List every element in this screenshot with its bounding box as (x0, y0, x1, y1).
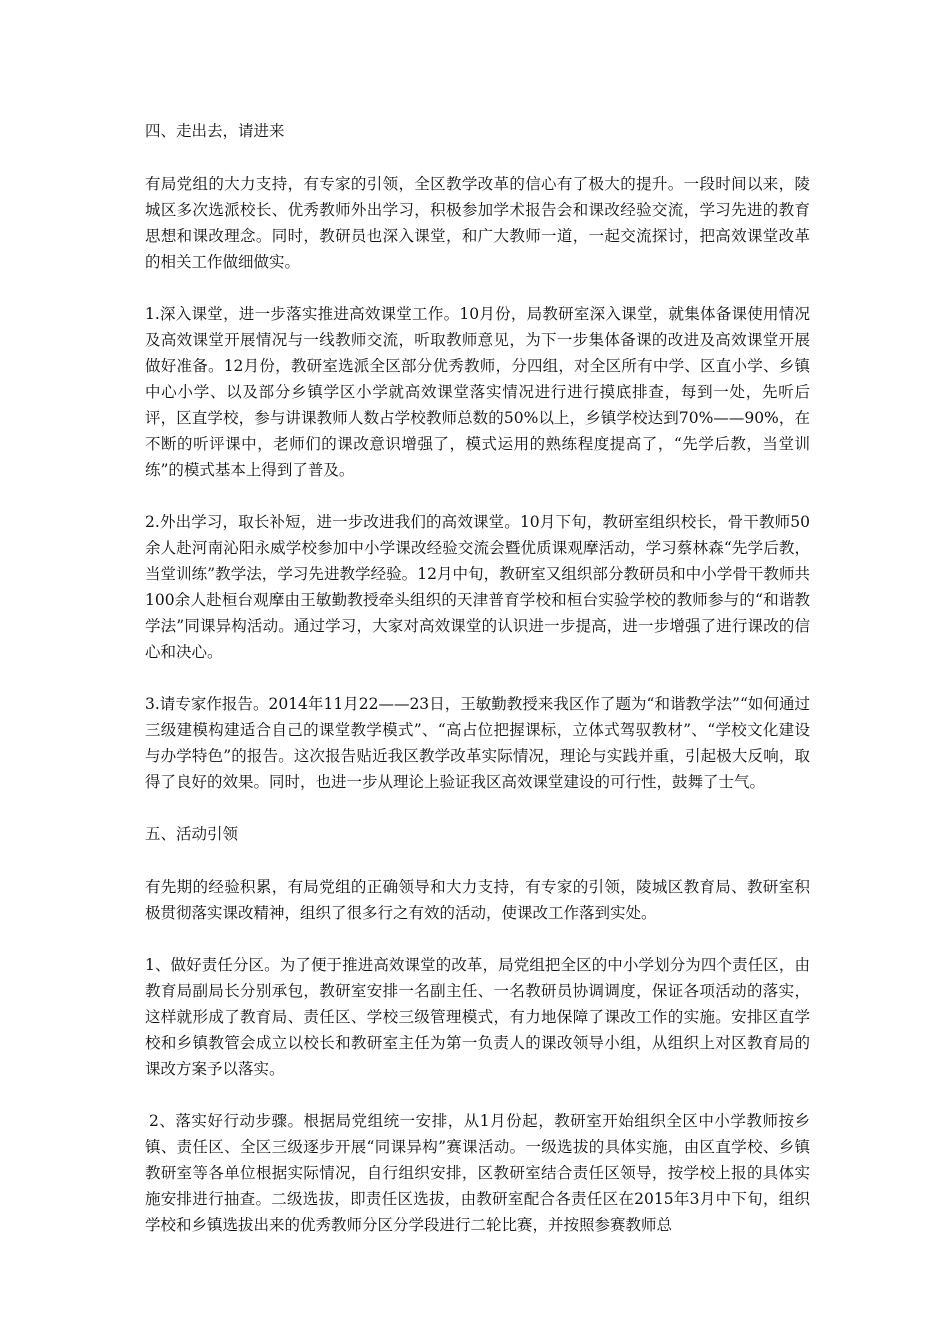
section-heading-go-out-invite-in: 四、走出去，请进来 (145, 122, 285, 140)
document-page (145, 118, 810, 1264)
section4-intro-paragraph: 有局党组的大力支持，有专家的引领，全区教学改革的信心有了极大的提升。一段时间以来，陵城区多次选派校长、优秀教师外出学习，积极参加学术报告会和课改经验交流，学习先进的教育思想和课改理念。同时，教研员也深入课堂，和广大教师一道，一起交流探讨，把高效课堂改革的相关工作做细做实。 (145, 175, 810, 271)
section5-intro-paragraph: 有先期的经验积累，有局党组的正确领导和大力支持，有专家的引领，陵城区教育局、教研室积极贯彻落实课改精神，组织了很多行之有效的活动，使课改工作落到实处。 (145, 878, 810, 922)
section-heading-activity-guidance: 五、活动引领 (145, 825, 239, 843)
section4-item3-paragraph: 3.请专家作报告。2014年11月22——23日，王敏勤教授来我区作了题为“和谐教学法”“如何通过三级建模构建适合自己的课堂教学模式”、“高占位把握课标，立体式驾驭教材”、“学校文化建设与办学特色”的报告。这次报告贴近我区教学改革实际情况，理论与实践并重，引起极大反响，取得了良好的效果。同时，也进一步从理论上验证我区高效课堂建设的可行性，鼓舞了士气。 (145, 695, 810, 791)
section4-item2-paragraph: 2.外出学习，取长补短，进一步改进我们的高效课堂。10月下旬，教研室组织校长，骨干教师50余人赴河南沁阳永威学校参加中小学课改经验交流会暨优质课观摩活动，学习蔡林森“先学后教，当堂训练”教学法，学习先进教学经验。12月中旬，教研室又组织部分教研员和中小学骨干教师共100余人赴桓台观摩由王敏勤教授牵头组织的天津普育学校和桓台实验学校的教师参与的“和谐教学法”同课异构活动。通过学习，大家对高效课堂的认识进一步提高，进一步增强了进行课改的信心和决心。 (145, 513, 810, 661)
section5-item1-paragraph: 1、做好责任分区。为了便于推进高效课堂的改革，局党组把全区的中小学划分为四个责任区，由教育局副局长分别承包，教研室安排一名副主任、一名教研员协调调度，保证各项活动的落实，这样就形成了教育局、责任区、学校三级管理模式，有力地保障了课改工作的实施。安排区直学校和乡镇教管会成立以校长和教研室主任为第一负责人的课改领导小组，从组织上对区教育局的课改方案予以落实。 (145, 956, 810, 1078)
section4-item1-paragraph: 1.深入课堂，进一步落实推进高效课堂工作。10月份，局教研室深入课堂，就集体备课使用情况及高效课堂开展情况与一线教师交流，听取教师意见，为下一步集体备课的改进及高效课堂开展做好准备。12月份，教研室选派全区部分优秀教师，分四组，对全区所有中学、区直小学、乡镇中心小学、以及部分乡镇学区小学就高效课堂落实情况进行进行摸底排查，每到一处，先听后评，区直学校，参与讲课教师人数占学校教师总数的50%以上，乡镇学校达到70%——90%，在不断的听评课中，老师们的课改意识增强了，模式运用的熟练程度提高了，“先学后教，当堂训练”的模式基本上得到了普及。 (145, 305, 810, 479)
section5-item2-paragraph: 2、落实好行动步骤。根据局党组统一安排，从1月份起，教研室开始组织全区中小学教师按乡镇、责任区、全区三级逐步开展“同课异构”赛课活动。一级选拔的具体实施，由区直学校、乡镇教研室等各单位根据实际情况，自行组织安排，区教研室结合责任区领导，按学校上报的具体实施安排进行抽查。二级选拔，即责任区选拔，由教研室配合各责任区在2015年3月中下旬，组织学校和乡镇选拔出来的优秀教师分区分学段进行二轮比赛，并按照参赛教师总 (145, 1112, 810, 1234)
